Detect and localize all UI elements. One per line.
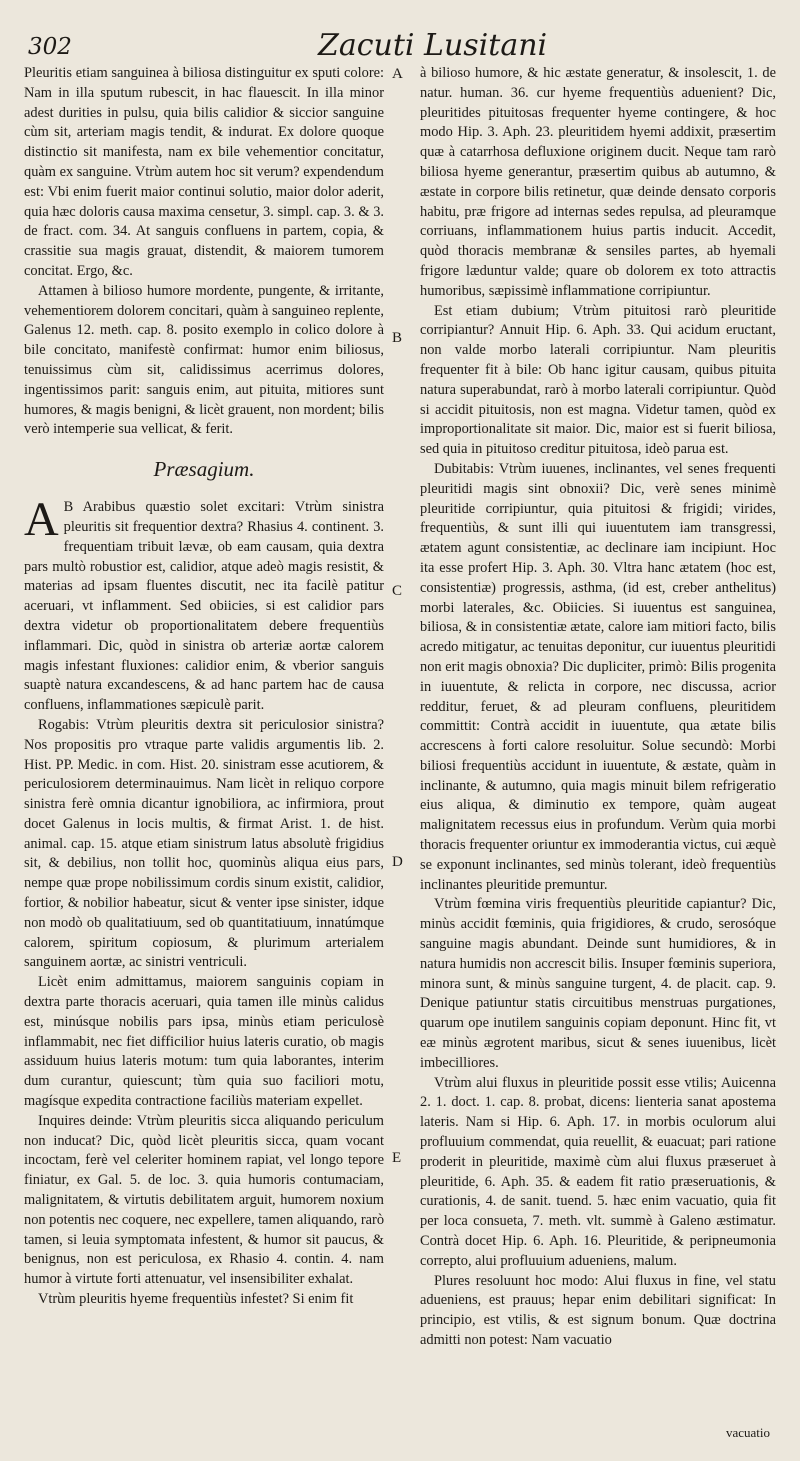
left-paragraph-3 [24,493,384,716]
margin-letter-e: E [392,1150,402,1166]
left-paragraph-6: Inquires deinde: Vtrùm pleuritis sicca aliquando periculum non inducat? Dic, quòd licèt pleuritis sicca, quam vocant incoctam, ferè vel celeriter hominem rapiat, vel longo tepore finiatur, ex Gal. 5. de loc. 3. quia humoris contumaciam, malignitatem, & virtutis debilitatem arguit, humorem noxium non potentis nec coquere, nec expellere, tamen aliquando, rarò tamen, si leuia symptomata infestent, & humor sit paucus, & benignus, non est periculosa, ex Rhasio 4. contin. 4. nam humor à virtute forti attenuatur, vel insensibiliter exhalat. [24,1112,384,1288]
left-paragraph-4: Rogabis: Vtrùm pleuritis dextra sit periculosior sinistra? Nos propositis pro vtraque parte validis argumentis lib. 2. Hist. PP. Medic. in com. Hist. 20. sinistram esse acutiorem, & periculosiorem determinauimus. Nam licèt in reliquo corpore sinistra ferè omnia dicantur ignobiliora, ac infirmiora, prout docet Galenus in locis multis, & firmat Arist. 1. de hist. animal. cap. 15. atque etiam sinistrum latus absolutè frigidius sit, & debilius, non tollit hoc, quominùs aliqua eius pars, nempe quæ prope nobilissimum cordis sinum existit, calidior, fortior, & nobilior habeatur, sicut & venter ipse sinister, idque non modò ob qualitatiuum, sed ob quantitatiuum, innatúmque calorem, spiritum copiosum, & plurimum arterialem sanguinem aortæ, ac sinistri ventriculi. [24,716,384,971]
catchword: vacuatio [725,1425,770,1440]
margin-letter-d: D [392,854,403,870]
right-paragraph-1: à bilioso humore, & hic æstate generatur, & insolescit, 1. de natur. human. 36. cur hyeme frequentiùs aduenient? Dic, pleuritides pituitosas frequenter hyeme contingere, & hoc modo Hip. 3. Aph. 23. pleuritidem hyemi addixit, præsertim quæ à catarrhosa defluxione originem ducit. Neque tam rarò biliosa hyeme generantur, præsertim quibus ab autumno, & æstate in corpore bilis retinetur, quæ deinde densato corporis habitu, præ frigore ad internas sedes repulsa, ad pleuramque corriuans, inflammationem huius partis inducit. Accedit, quòd thoracis membranæ & sensiles partes, ab hyemali frigore læduntur valde; quare ob dolorem ex toto attractis humoribus, sæpissimè inflammatione corripiuntur. [420,65,776,299]
right-paragraph-6: Plures resoluunt hoc modo: Alui fluxus in fine, vel statu adueniens, est prauus; hepar enim debilitari significat: In principio, est vtilis, & est signum bonum. Quæ doctrina admitti non potest: Nam vacuatio [420,1272,776,1348]
left-paragraph-1: Pleuritis etiam sanguinea à biliosa distinguitur ex sputi colore: Nam in illa sputum rubescit, in hac flauescit. In illa minor adest durities in pulsu, quia bilis calidior & siccior sanguine cùm sit, arteriam magis tendit, & indurat. Ex dolore quoque distinctio sit manifesta, nam ex bile vehementior concitatur, quàm ex sanguine. Vtrùm autem hoc sit verum? expendendum est: Vbi enim fuerit maior continui solutio, maior dolor aderit, quia hæc doloris causa maxima censetur, 3. simpl. cap. 3. & 3. de fract. com. 34. At sanguis confluens in partem, copia, & crassitie sua magis grauat, distendit, & maiorem tumorem concitat. Ergo, &c. [24,65,384,279]
right-paragraph-5: Vtrùm alui fluxus in pleuritide possit esse vtilis; Auicenna 2. 1. doct. 1. cap. 8. probat, dicens: lienteria sanat apostema lateris. Nam si Hip. 6. Aph. 17. in morbis oculorum alui profluuium commendat, quia reuellit, & euacuat; pari ratione proderit in pleuritide, maximè cùm alui fluxus præseruet à pleuritide, 6. Aph. 35. & eadem fit ratio præseruationis, & curationis, 4. de sanit. tuend. 5. hæc enim vacuatio, quia fit per loca consueta, 7. meth. vlt. summè à Galeno æstimatur. Contrà docet Hip. 6. Aph. 16. Pleuritide, & peripneumonia correpto, alui profluuium adueniens, malum. [420,1074,776,1269]
left-paragraph-5: Licèt enim admittamus, maiorem sanguinis copiam in dextra parte thoracis aceruari, quia tamen ille minùs calidus est, minúsque nobilis pars ipsa, minùs etiam periculosè inflammabit, nec fiet difficilior huius lateris curatio, ob magis assiduum huius lateris motum: tum quia laborantes, interim dum curantur, quiescunt; tùm quia suo faciliori motu, magísque expedita contractione faciliùs materiam expellet. [24,974,384,1110]
page-number: 302 [28,34,72,60]
section-title: Præsagium. [153,457,255,482]
margin-letter-c: C [392,583,403,599]
margin-letter-a: A [392,66,403,82]
left-column [24,64,384,1456]
left-paragraph-3-text: B Arabibus quæstio solet excitari: Vtrùm sinistra pleuritis sit frequentior dextra? Rhasius 4. continent. 3. frequentiam tribuit lævæ, ob eam causam, quia dextra pars multò robustior est, calidior, atque adeò magis resistit, & materias ad ipsam fluentes discutit, nec ita facilè patitur aceruari, vt inflamment. Sed obiicies, si est calidior pars dextra videtur ob proportionalitatem debere frequentiùs inflammari. Dic, quòd in sinistra ob arteriæ aortæ calorem magis infestant fluxiones: calidior enim, & vberior sanguis suaptè natura excandescens, & ad hanc partem hac de causa confluens, inflammationes sæpiculè parit. [24,499,384,714]
drop-cap: A [24,493,59,547]
margin-letter-b: B [392,330,403,346]
right-paragraph-2: Est etiam dubium; Vtrùm pituitosi rarò pleuritide corripiantur? Annuit Hip. 6. Aph. 33. Qui acidum eructant, non valde morbo laterali corripiuntur. Nam pleuritis frequenter fit à bile: Ob hanc igitur causam, quibus pituita natura superabundat, rarò à morbo laterali corripiuntur. Quòd si accidit pituitosis, non est magna. Videtur tamen, quòd ex improportionalitate sit maior. Dic, maior est si fuerit biliosa, sed quia in pituitoso creditur pituitosa, ideò parua est. [420,302,776,458]
running-title: Zacuti Lusitani [318,28,548,63]
right-paragraph-3: Dubitabis: Vtrùm iuuenes, inclinantes, vel senes frequenti pleuritidi magis sint obnoxii? Dic, verè senes minimè pleuritide corripiuntur, quia pituitosi & frigidi; virides, frequentiùs, & sunt illi qui iuuentutem iam transgressi, ætatem agunt consistentiæ, ac declinare iam incipiunt. Hoc ita esse profert Hip. 3. Aph. 30. Vltra hanc ætatem (hoc est, consistentiæ) progressis, asthma, (id est, creber anthelitus) morbi laterales, &c. Obiicies. Si iuuentus est sanguinea, biliosa, & in consistentiæ ætate, calore iam mitiori facto, bilis acredo mitigatur, ac tenuitas deponitur, cur iuuentus pleuritidi non erit magis obnoxia? Dic dupliciter, primò: Bilis progenita in iuuentute, & relicta in corpore, nec discussa, acrior redditur, feruet, & ad pleuram confluens, pleuritidem committit: Contrà accidit in iuuentute, qua ætate bilis accrescens à forti calore resoluitur. Solue secundò: Morbi biliosi frequentiùs accidunt in iuuentute, & æstate, quàm in inclinante, & autumno, quia magis minuit bilem refrigeratio eius aliqua, & diminutio ex tempore, quàm augeat malignitatem recessus eius in profundum. Verùm quia morbi thoracis frequenter oriuntur ex immoderantia victus, cui æquè se exponunt inclinantes, sed minùs tolerant, ideò frequentiùs inclinantes pleuritide premuntur. [420,460,776,893]
left-paragraph-2: Attamen à bilioso humore mordente, pungente, & irritante, vehementiorem dolorem concitari, quàm à sanguineo replente, Galenus 12. meth. cap. 8. posito exemplo in colico dolore à bile concitato, manifestè confirmat: humor enim biliosus, tenuissimus cùm sit, calidissimus acerrimus dolores, ingentissimos parit: sanguis enim, aut pituita, mitiores sunt humores, & magis benigni, & licèt grauent, non mordent; bilis verò intemperie sua vellicat, & ferit. [24,282,384,438]
right-paragraph-4: Vtrùm fœmina viris frequentiùs pleuritide capiantur? Dic, minùs accidit fœminis, quia frigidiores, & crudo, serosóque sanguine magis abundant. Deinde sunt humidiores, & in natura humidis non accrescit bilis. Insuper fœminis superiora, minora sunt, & minùs sanguine turgent, 4. de placit. cap. 9. Denique patiuntur statis circuitibus menstruas purgationes, quarum ope inutilem sanguinis copiam deponunt. Hinc fit, vt eæ minùs ægrotent maribus, sicut & senes iuuenibus, licèt imbecilliores. [420,896,776,1071]
left-paragraph-7: Vtrùm pleuritis hyeme frequentiùs infestet? Si enim fit [38,1291,354,1308]
right-column [420,64,776,1456]
